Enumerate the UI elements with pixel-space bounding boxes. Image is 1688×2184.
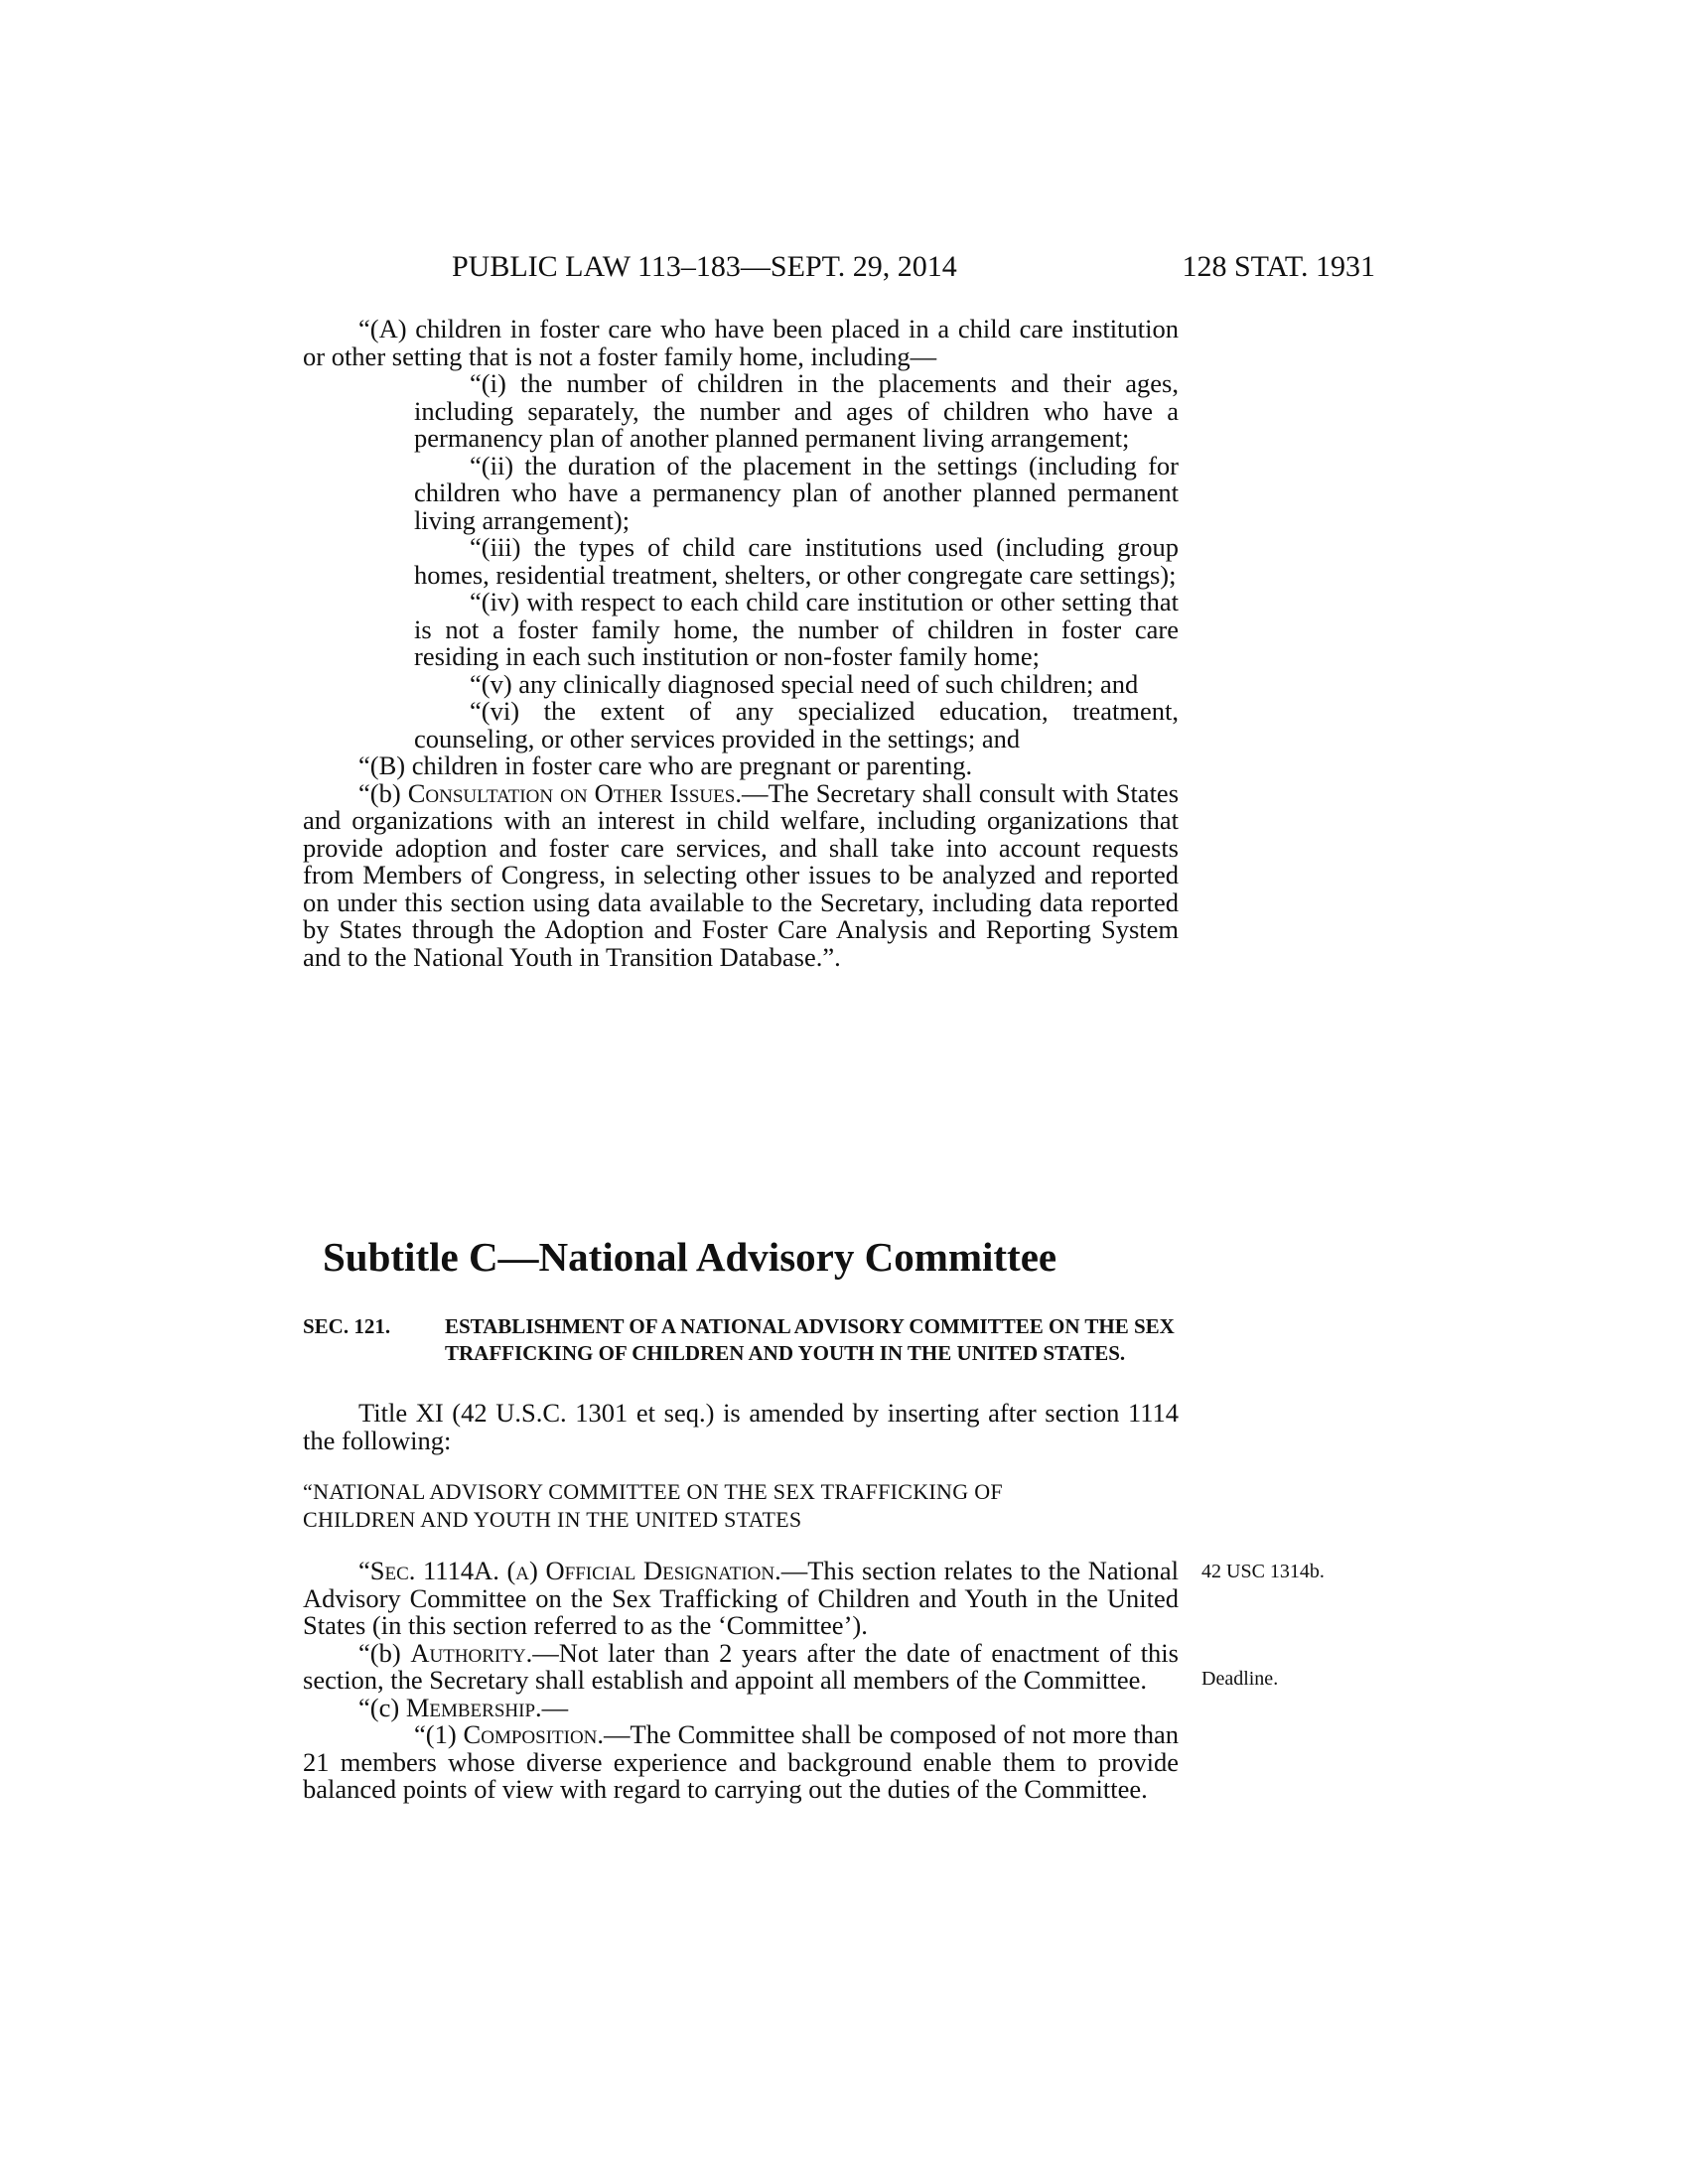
- subsection-b: “(b) Authority.—Not later than 2 years after the date of enactment of this section, the Secretary shall establish and appoint all members of the Committee.: [303, 1637, 1179, 1695]
- quoted-heading-line-1: “NATIONAL ADVISORY COMMITTEE ON THE SEX TRAFFICKING OF: [303, 1479, 1003, 1504]
- subsection-c1: “(1) Composition.—The Committee shall be composed of not more than 21 members whose diverse experience and background enable them to provide balanced points of view with regard to carrying out the duties of the Committee.: [303, 1719, 1180, 1804]
- section-intro: Title XI (42 U.S.C. 1301 et seq.) is amended by inserting after section 1114 the following:: [303, 1398, 1179, 1455]
- section-title: ESTABLISHMENT OF A NATIONAL ADVISORY COMMITTEE ON THE SEX TRAFFICKING OF CHILDREN AND YOUTH IN THE UNITED STATES.: [445, 1314, 1175, 1365]
- para-iv: “(iv) with respect to each child care institution or other setting that is not a foster family home, the number of children in foster care residing in each such institution or non-foster family home;: [414, 587, 1179, 671]
- margin-note-usc: 42 USC 1314b.: [1201, 1561, 1325, 1582]
- margin-note-deadline: Deadline.: [1201, 1668, 1279, 1690]
- section-heading: [303, 1313, 1179, 1367]
- heading-authority: Authority: [410, 1637, 526, 1668]
- para-ii: “(ii) the duration of the placement in the settings (including for children who have a permanency plan of another planned permanent living arrangement);: [414, 450, 1179, 535]
- body-text: [303, 316, 1179, 971]
- header-public-law: PUBLIC LAW 113–183—SEPT. 29, 2014: [452, 250, 957, 283]
- heading-consultation: Consultation on Other Issues: [407, 777, 736, 808]
- para-v: “(v) any clinically diagnosed special need of such children; and: [470, 668, 1139, 699]
- heading-composition: Composition: [463, 1719, 598, 1749]
- heading-membership: Membership: [405, 1692, 536, 1722]
- section-body: [303, 1400, 1179, 1804]
- para-i: “(i) the number of children in the placements and their ages, including separately, the number and ages of children who have a permanency plan of another planned permanent living arrangement;: [414, 368, 1179, 453]
- para-b-consultation: “(b) Consultation on Other Issues.—The Secretary shall consult with States and organizations with an interest in child welfare, including organizations that provide adoption and foster care services, and shall take into account requests from Members of Congress, in selecting other issues to be analyzed and reported on under this section using data available to the Secretary, including data reported by States through the Adoption and Foster Care Analysis and Reporting System and to the National Youth in Transition Database.”.: [303, 777, 1180, 972]
- quoted-heading-line-2: CHILDREN AND YOUTH IN THE UNITED STATES: [303, 1507, 802, 1532]
- subsection-a: “Sec. 1114A. (a) Official Designation.—This section relates to the National Advisory Committee on the Sex Trafficking of Children and Youth in the United States (in this section referred to as the ‘Committee’).: [303, 1556, 1179, 1640]
- section-number: SEC. 121.: [303, 1314, 391, 1338]
- subtitle-heading: Subtitle C—National Advisory Committee: [323, 1234, 1057, 1280]
- heading-official-designation: Official Designation: [545, 1556, 775, 1585]
- header-stat-page: 128 STAT. 1931: [1182, 250, 1375, 283]
- para-A: “(A) children in foster care who have been placed in a child care institution or other setting that is not a foster family home, including—: [303, 314, 1179, 371]
- running-header: [452, 250, 1375, 290]
- para-iii: “(iii) the types of child care institutions used (including group homes, residential treatment, shelters, or other congregate care settings);: [414, 532, 1179, 590]
- subsection-c: “(c) Membership.—: [358, 1692, 569, 1722]
- para-vi: “(vi) the extent of any specialized education, treatment, counseling, or other services provided in the settings; and: [414, 696, 1179, 753]
- para-B: “(B) children in foster care who are pregnant or parenting.: [358, 751, 973, 780]
